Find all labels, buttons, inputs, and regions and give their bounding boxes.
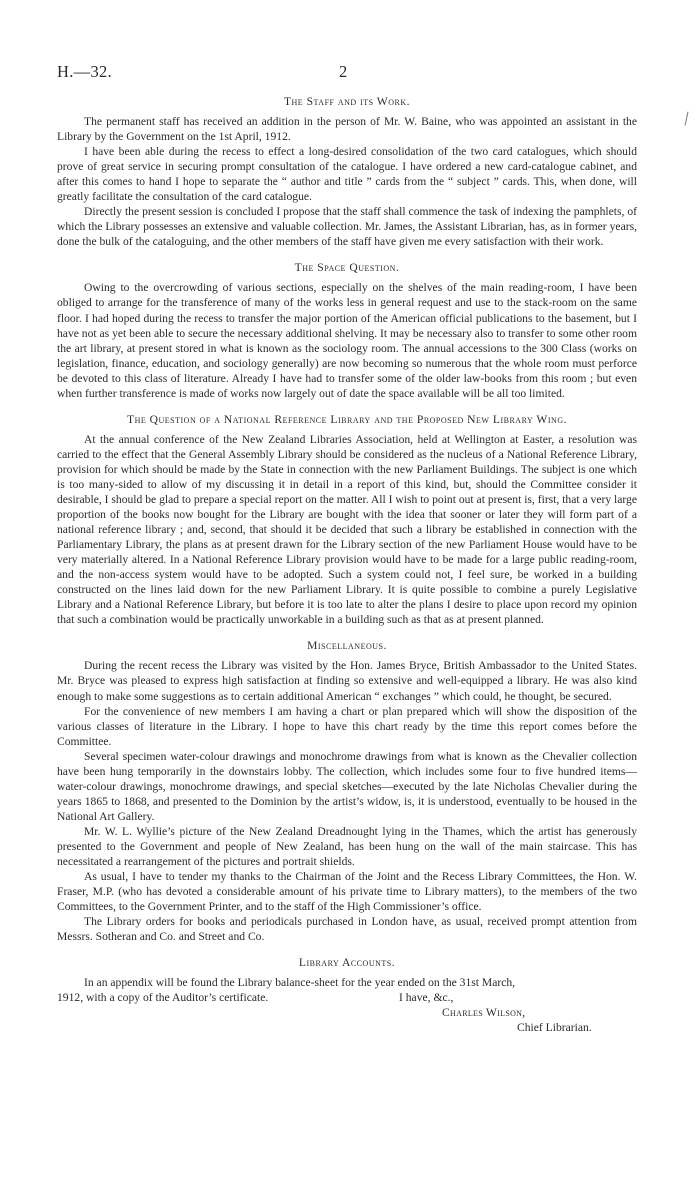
paragraph: The Library orders for books and periodicals purchased in London have, as usual, received prompt attention from Messrs. Sotheran and Co. and Street and Co. xyxy=(57,915,637,944)
page-header xyxy=(57,62,643,84)
section-space xyxy=(57,260,637,400)
paragraph: During the recent recess the Library was visited by the Hon. James Bryce, British Ambassador to the United States. Mr. Bryce was pleased to express high satisfaction at finding so extensive and well-equipped a library. He was also kind enough to make some suggestions as to certain additional American “ exchanges ” which could, he thought, be secured. xyxy=(57,659,637,703)
salutation: I have, &c., xyxy=(399,991,454,1005)
section-heading: Miscellaneous. xyxy=(307,639,387,653)
section-heading: Library Accounts. xyxy=(298,956,396,970)
paragraph: In an appendix will be found the Library balance-sheet for the year ended on the 31st March, xyxy=(84,976,516,990)
section-miscellaneous xyxy=(57,638,637,944)
paragraph: The permanent staff has received an addition in the person of Mr. W. Baine, who was appointed an assistant in the Library by the Government on the 1st April, 1912. xyxy=(57,115,637,144)
paragraph: For the convenience of new members I am having a chart or plan prepared which will show the disposition of the various classes of literature in the Library. I hope to have this chart ready by the time this report comes before the Committee. xyxy=(57,704,637,748)
section-heading: The Question of a National Reference Library and the Proposed New Library Wing. xyxy=(126,412,567,426)
section-library-accounts xyxy=(57,955,637,1035)
closing-text: 1912, with a copy of the Auditor’s certificate. xyxy=(57,991,269,1005)
section-national-reference-library xyxy=(57,412,637,628)
margin-mark xyxy=(685,112,693,127)
signoff-block xyxy=(57,990,637,1035)
paragraph: I have been able during the recess to effect a long-desired consolidation of the two card catalogues, which should prove of great service in securing prompt consultation of the catalogue. I have ordered a new card-catalogue cabinet, and after this comes to hand I hope to separate the “ author and title ” cards from the “ subject ” cards. This, when done, will greatly facilitate the consultation of the card catalogue. xyxy=(57,145,637,204)
signatory-name: Charles Wilson, xyxy=(442,1006,526,1020)
page-number: 2 xyxy=(339,62,348,81)
paragraph: At the annual conference of the New Zealand Libraries Association, held at Wellington at Easter, a resolution was carried to the effect that the General Assembly Library should be considered as the nucleus of a National Reference Library, provision for which should be made by the State in connection with the new Parliament Buildings. The subject is one which is too many-sided to allow of my discussing it in detail in a report of this kind, but, should the Committee consider it desirable, I should be glad to prepare a special report on the matter. All I wish to point out at present is, first, that a very large proportion of the books now bought for the Library are bought with the idea that sooner or later they will form part of a national reference library ; and, second, that should it be decided that such a library be established in connection with the Parliamentary Library, the plans as at present drawn for the Library section of the new Parliament House would have to be very materially altered. In a National Reference Library provision would have to be made for a large public reading-room, and the non-access system would have to be adopted. Such a system could not, I feel sure, be worked in a building constructed on the lines laid down for the new Parliament Library. It is quite possible to combine a purely Legislative Library and a National Reference Library, but before it is too late to alter the plans I desire to place upon record my opinion that such a combination would be practically unworkable in a building such as that as at present planned. xyxy=(57,432,637,627)
closing-line xyxy=(57,990,637,1005)
paragraph: Mr. W. L. Wyllie’s picture of the New Zealand Dreadnought lying in the Thames, which the artist has generously presented to the Government and people of New Zealand, has been hung on the wall of the main staircase. This has necessitated a rearrangement of the pictures and portrait shields. xyxy=(57,824,637,869)
document-reference: H.—32. xyxy=(57,62,112,81)
paragraph: Several specimen water-colour drawings and monochrome drawings from what is known as the Chevalier collection have been hung temporarily in the downstairs lobby. The collection, which includes some four to five hundred items—water-colour drawings, monochrome drawings, and special sketches—executed by the late Nicholas Chevalier during the years 1865 to 1868, and presented to the Dominion by the artist’s widow, is, it is understood, eventually to be housed in the National Art Gallery. xyxy=(57,749,637,823)
paragraph: As usual, I have to tender my thanks to the Chairman of the Joint and the Recess Library Committees, the Hon. W. Fraser, M.P. (who has devoted a considerable amount of his private time to Library matters), to the members of the two Committees, to the Government Printer, and to the staff of the High Commissioner’s office. xyxy=(57,870,637,914)
paragraph: Directly the present session is concluded I propose that the staff shall commence the task of indexing the pamphlets, of which the Library possesses an extensive and valuable collection. Mr. James, the Assistant Librarian, has, as in former years, done the bulk of the cataloguing, and the other members of the staff have given me every satisfaction with their work. xyxy=(57,205,637,249)
section-heading: The Staff and its Work. xyxy=(283,95,411,108)
paragraph: Owing to the overcrowding of various sections, especially on the shelves of the main reading-room, I have been obliged to arrange for the transference of many of the works less in general request and use to the stack-room on the same floor. I had hoped during the recess to transfer the major portion of the American official publications to the basement, but I have not as yet been able to secure the necessary additional shelving. It may be necessary also to transfer to some other room the art library, at present stored in what is known as the sociology room. The annual accessions to the 300 Class (works on legislation, finance, education, and sociology generally) are now becoming so numerous that the whole room must perforce be devoted to this class of literature. Already I have had to transfer some of the older law-books from this room ; but even when further transference is made of works now largely out of date the space available will be all too limited. xyxy=(57,281,637,400)
signatory-title: Chief Librarian. xyxy=(517,1021,592,1035)
report-body xyxy=(57,94,637,1035)
section-staff xyxy=(57,94,637,249)
section-heading: The Space Question. xyxy=(294,261,400,275)
